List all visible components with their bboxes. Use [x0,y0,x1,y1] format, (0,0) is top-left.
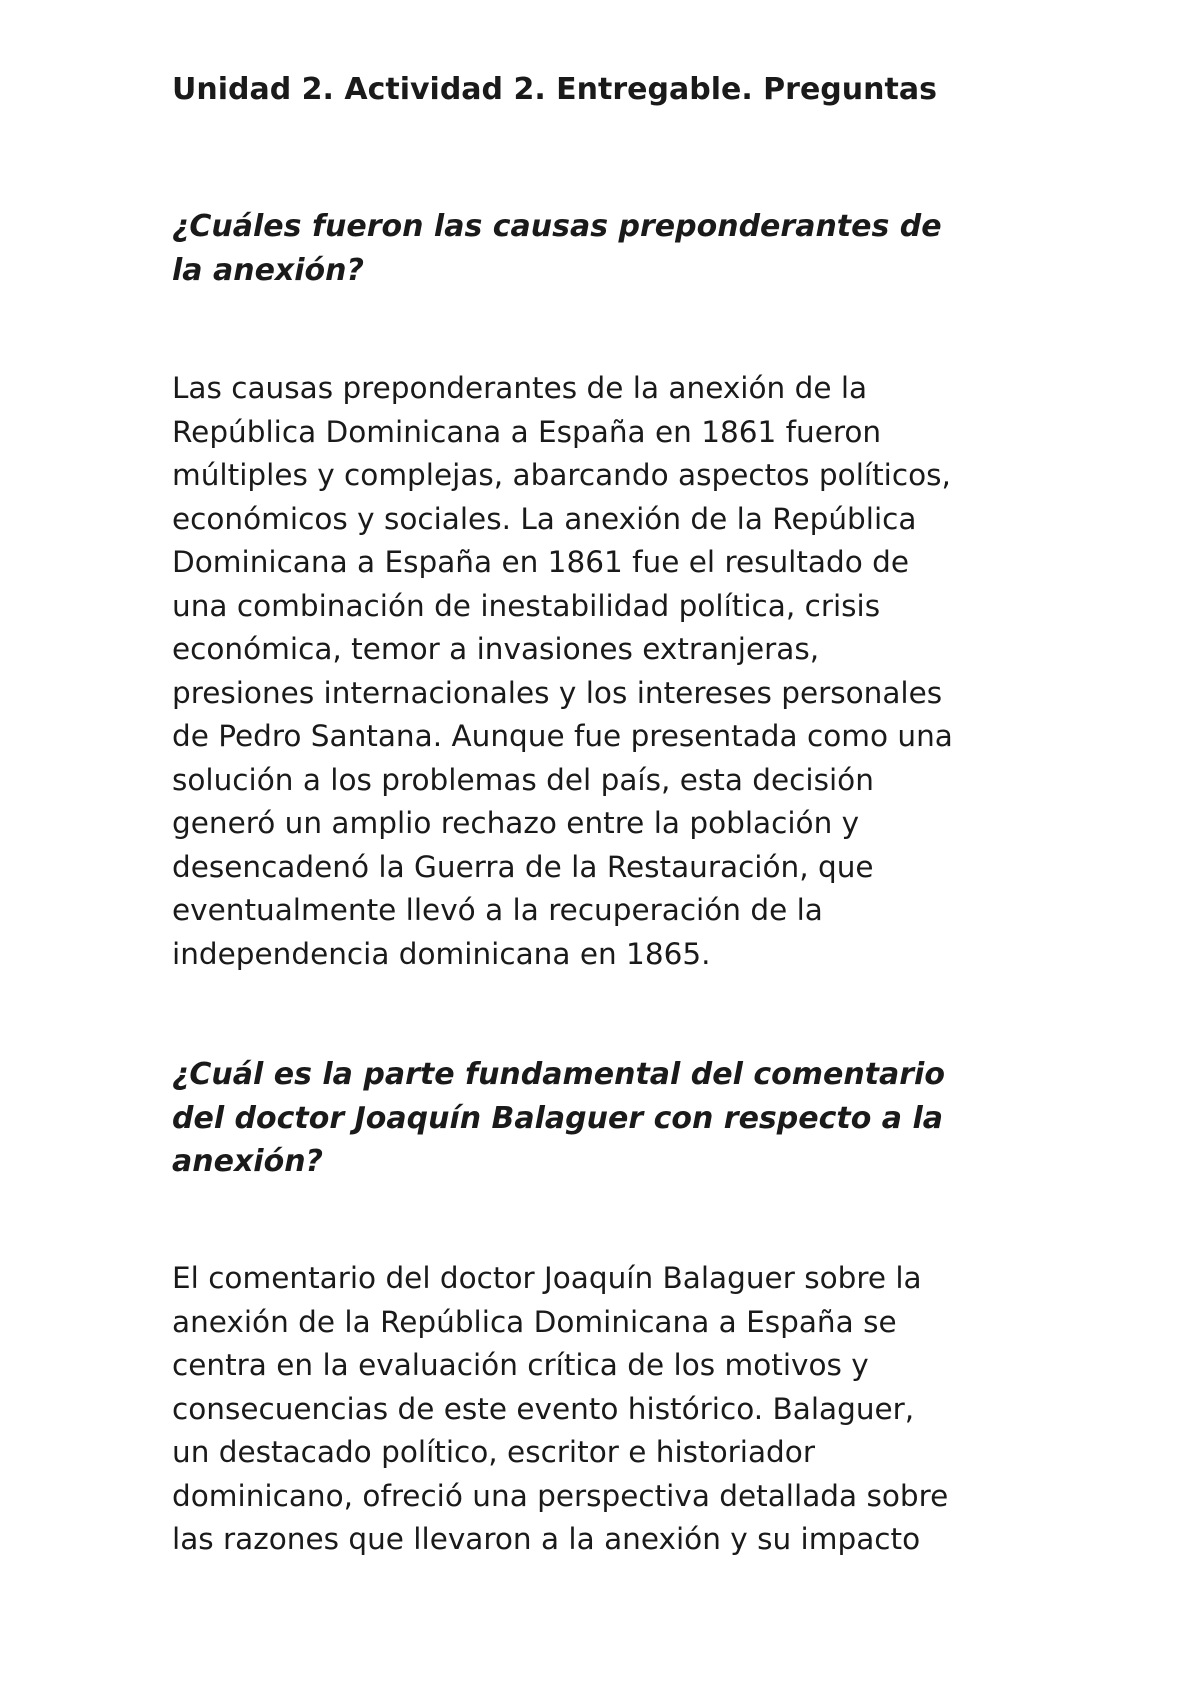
answer-2-line: anexión de la República Dominicana a España se [172,1304,897,1339]
answer-2-line: consecuencias de este evento histórico. Balaguer, [172,1391,915,1426]
answer-1-line: de Pedro Santana. Aunque fue presentada como una [172,719,953,753]
answer-1-line: económicos y sociales. La anexión de la República [172,501,917,536]
question-2-line: anexión? [172,1144,323,1179]
document-title: Unidad 2. Actividad 2. Entregable. Preguntas [172,72,937,107]
answer-1-line: Las causas preponderantes de la anexión de la [172,371,868,405]
answer-1-line: independencia dominicana en 1865. [172,936,711,971]
answer-1-line: económica, temor a invasiones extranjeras, [172,632,820,666]
answer-2-line: las razones que llevaron a la anexión y su impacto [172,1522,921,1556]
answer-1-line: eventualmente llevó a la recuperación de la [172,893,823,927]
answer-2-line: un destacado político, escritor e historiador [172,1435,815,1469]
question-1-heading [172,205,1052,292]
answer-1-line: presiones internacionales y los intereses personales [172,675,943,710]
question-1-line: la anexión? [172,252,364,288]
answer-2-paragraph [172,1257,1052,1562]
answer-1-line: solución a los problemas del país, esta decisión [172,762,874,797]
answer-1-line: desencadenó la Guerra de la Restauración, que [172,849,874,884]
answer-2-line: centra en la evaluación crítica de los motivos y [172,1348,869,1382]
answer-2-line: dominicano, ofreció una perspectiva detallada sobre [172,1478,949,1513]
answer-1-line: una combinación de inestabilidad política, crisis [172,588,881,623]
question-2-line: ¿Cuál es la parte fundamental del comentario [172,1057,945,1092]
question-1-line: ¿Cuáles fueron las causas preponderantes de [172,209,942,244]
question-2-heading [172,1053,1052,1184]
answer-1-line: generó un amplio rechazo entre la población y [172,806,860,840]
answer-2-line: El comentario del doctor Joaquín Balaguer sobre la [172,1261,922,1295]
answer-1-line: República Dominicana a España en 1861 fueron [172,414,882,449]
answer-1-line: Dominicana a España en 1861 fue el resultado de [172,545,910,579]
answer-1-paragraph [172,367,1052,976]
answer-1-line: múltiples y complejas, abarcando aspectos políticos, [172,458,951,492]
question-2-line: del doctor Joaquín Balaguer con respecto a la [172,1100,944,1136]
